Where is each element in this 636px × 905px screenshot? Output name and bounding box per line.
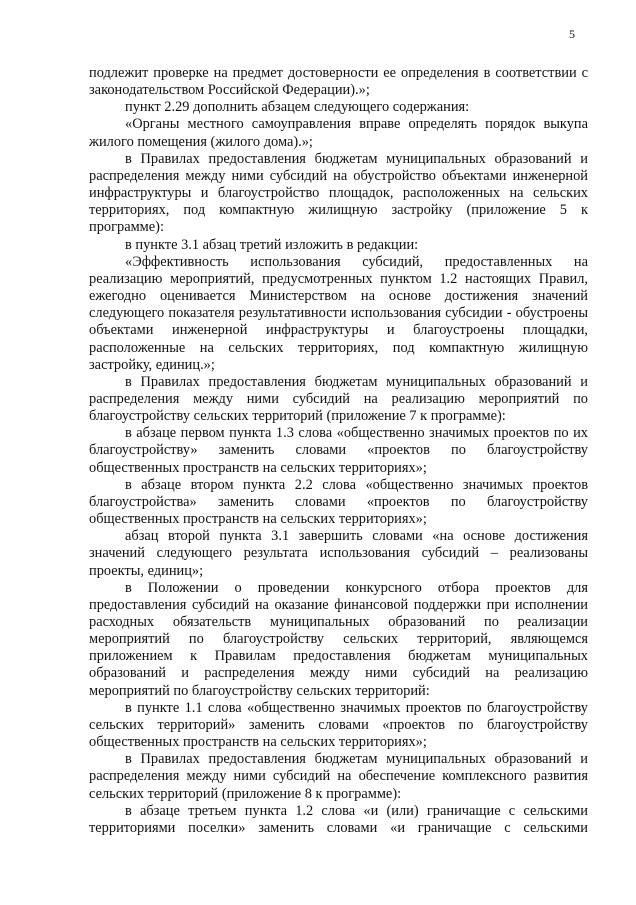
paragraph: в пункте 1.1 слова «общественно значимых проектов по благоустройству сельских территорий» заменить словами «проектов по благоустройству общественных пространств на сельских территориях»; xyxy=(89,699,588,751)
paragraph: в Правилах предоставления бюджетам муниципальных образований и распределения между ними субсидий на обеспечение комплексного развития сельских территорий (приложение 8 к программе): xyxy=(89,751,588,802)
document-body xyxy=(89,65,588,837)
paragraph: подлежит проверке на предмет достоверности ее определения в соответствии с законодательством Российской Федерации).»; xyxy=(89,65,588,99)
paragraph: в абзаце третьем пункта 1.2 слова «и (или) граничащие с сельскими территориями поселки» заменить словами «и граничащие с сельскими xyxy=(89,802,588,836)
paragraph: в абзаце первом пункта 1.3 слова «общественно значимых проектов по их благоустройству» заменить словами «проектов по благоустройству общественных пространств на сельских территориях»; xyxy=(89,425,588,476)
paragraph: в пункте 3.1 абзац третий изложить в редакции: xyxy=(125,236,419,253)
paragraph: «Эффективность использования субсидий, предоставленных на реализацию мероприятий, предусмотренных пунктом 1.2 настоящих Правил, ежегодно оценивается Министерством на основе достижения значений следующего показателя результативности использования субсидии - обустроены объектами инженерной инфраструктуры и благоустроены площадки, расположенные на сельских территориях, под компактную жилищную застройку, единиц.»; xyxy=(89,253,588,373)
paragraph: в абзаце втором пункта 2.2 слова «общественно значимых проектов благоустройства» заменить словами «проектов по благоустройству общественных пространств на сельских территориях»; xyxy=(89,476,588,528)
paragraph: в Положении о проведении конкурсного отбора проектов для предоставления субсидий на оказание финансовой поддержки при исполнении расходных обязательств муниципальных образований по реализации мероприятий по благоустройству сельских территорий, являющемся приложением к Правилам предоставления бюджетам муниципальных образований и распределения между ними субсидий на реализацию мероприятий по благоустройству сельских территорий: xyxy=(89,579,588,699)
paragraph: «Органы местного самоуправления вправе определять порядок выкупа жилого помещения (жилого дома).»; xyxy=(89,116,588,150)
paragraph: в Правилах предоставления бюджетам муниципальных образований и распределения между ними субсидий на реализацию мероприятий по благоустройству сельских территорий (приложение 7 к программе): xyxy=(89,373,588,425)
paragraph: в Правилах предоставления бюджетам муниципальных образований и распределения между ними субсидий на обустройство объектами инженерной инфраструктуры и благоустройство площадок, расположенных на сельских территориях, под компактную жилищную застройку (приложение 5 к программе): xyxy=(89,150,588,236)
page-number: 5 xyxy=(569,27,575,41)
paragraph: пункт 2.29 дополнить абзацем следующего содержания: xyxy=(125,99,470,116)
paragraph: абзац второй пункта 3.1 завершить словами «на основе достижения значений следующего результата использования субсидий – реализованы проекты, единиц»; xyxy=(89,528,588,579)
